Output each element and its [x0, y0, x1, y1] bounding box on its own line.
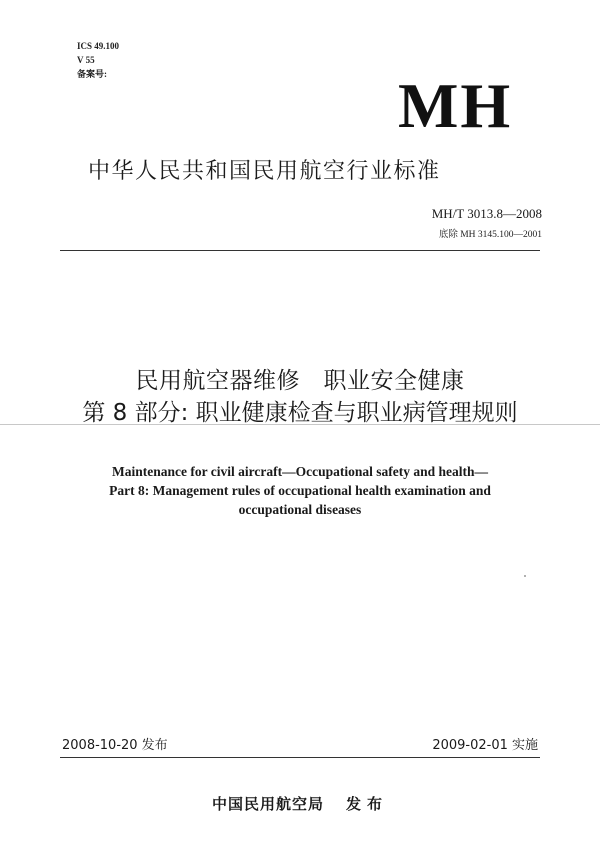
- footer-divider: [60, 757, 540, 758]
- chinese-title-line-2: 第 8 部分: 职业健康检查与职业病管理规则: [82, 400, 518, 426]
- classification-code: V 55: [77, 55, 95, 65]
- scan-speck: [524, 575, 526, 577]
- ics-code: ICS 49.100: [77, 41, 120, 51]
- issue-date: 2008-10-20 发布: [62, 738, 168, 753]
- standard-category-title: 中华人民共和国民用航空行业标准: [88, 159, 441, 184]
- english-title-line-1: Maintenance for civil aircraft—Occupational safety and health—: [112, 464, 488, 479]
- english-title-line-2: Part 8: Management rules of occupational health examination and: [109, 483, 491, 498]
- header-divider: [60, 250, 540, 251]
- scan-line: [0, 424, 600, 425]
- standard-number: MH/T 3013.8—2008: [431, 206, 542, 221]
- replaces-standard: 底除 MH 3145.100—2001: [438, 230, 542, 240]
- chinese-title-line-1: 民用航空器维修 职业安全健康: [135, 368, 465, 394]
- record-number-label: 备案号:: [77, 69, 107, 79]
- mh-logo: MH: [398, 70, 513, 141]
- issuer-name: 中国民用航空局: [211, 795, 324, 813]
- issuer-action: 发布: [346, 795, 389, 813]
- effective-date: 2009-02-01 实施: [432, 738, 538, 753]
- english-title-line-3: occupational diseases: [238, 502, 362, 517]
- issuer-line: [0, 794, 600, 814]
